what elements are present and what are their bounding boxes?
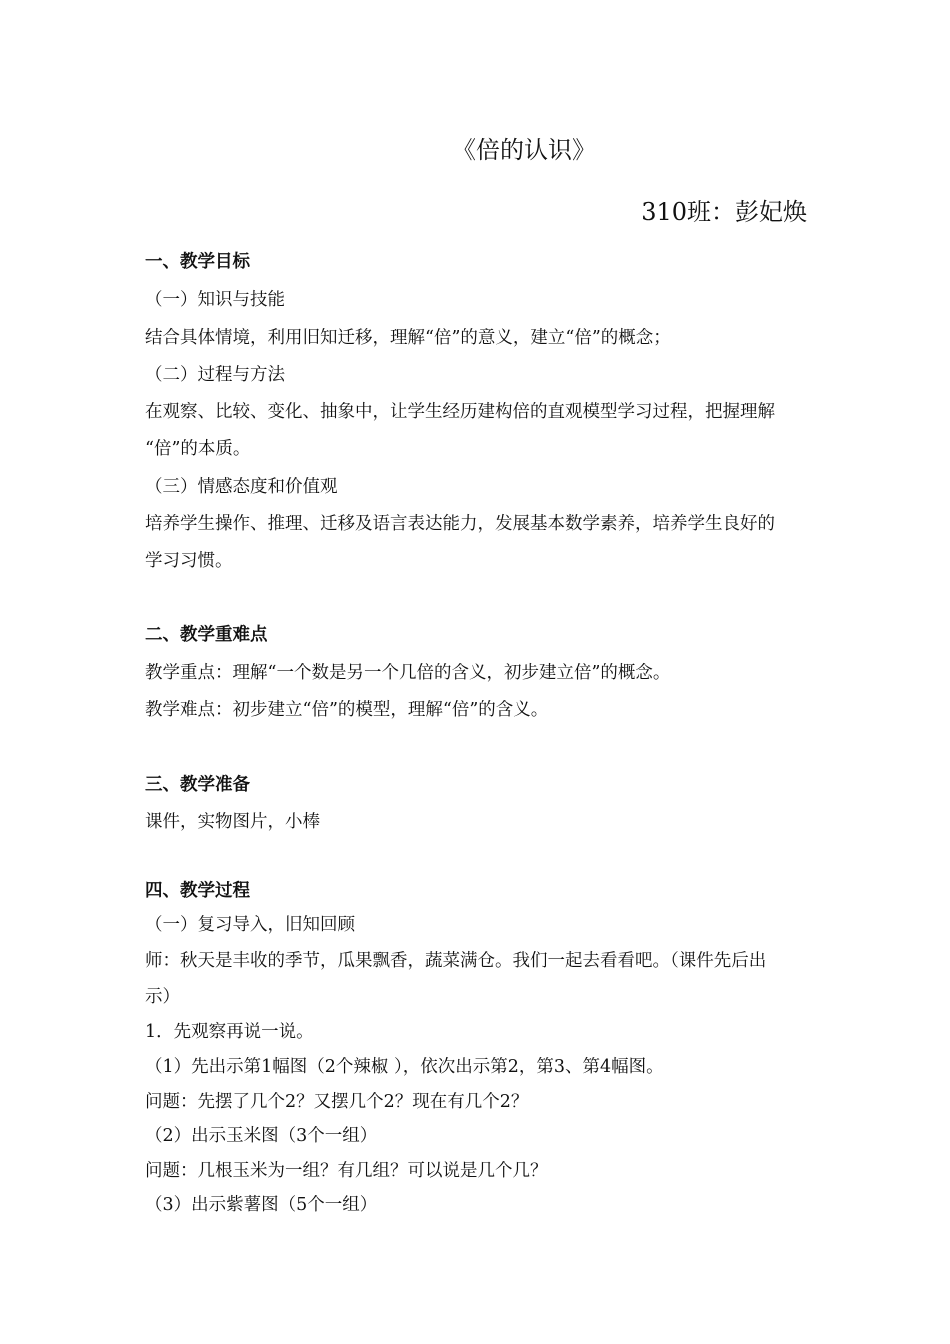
paragraph-line: 1．先观察再说一说。	[145, 1022, 314, 1042]
subsection-knowledge-skills: （一）知识与技能	[145, 290, 285, 310]
paragraph-line: 培养学生操作、推理、迁移及语言表达能力，发展基本数学素养，培养学生良好的	[145, 514, 775, 534]
paragraph-line: 问题：几根玉米为一组？有几组？可以说是几个几？	[145, 1161, 548, 1181]
paragraph-line: 结合具体情境，利用旧知迁移，理解“倍”的意义，建立“倍”的概念；	[145, 328, 671, 348]
paragraph-line: 在观察、比较、变化、抽象中，让学生经历建构倍的直观模型学习过程，把握理解	[145, 402, 775, 422]
paragraph-line: （3）出示紫薯图（5个一组）	[145, 1195, 378, 1215]
paragraph-line: 示）	[145, 987, 180, 1007]
subsection-process-method: （二）过程与方法	[145, 365, 285, 385]
paragraph-line: 教学重点：理解“一个数是另一个几倍的含义，初步建立倍”的概念。	[145, 663, 671, 683]
section-heading-key-points: 二、教学重难点	[145, 625, 268, 645]
paragraph-line: 课件，实物图片，小棒	[145, 812, 320, 832]
section-heading-teaching-goals: 一、教学目标	[145, 252, 250, 272]
paragraph-line: （2）出示玉米图（3个一组）	[145, 1126, 378, 1146]
section-heading-preparation: 三、教学准备	[145, 775, 250, 795]
paragraph-line: 学习习惯。	[145, 551, 233, 571]
author-line: 310班：彭妃焕	[641, 198, 807, 226]
paragraph-line: 问题：先摆了几个2？又摆几个2？现在有几个2？	[145, 1092, 529, 1112]
paragraph-line: 师：秋天是丰收的季节，瓜果飘香，蔬菜满仓。我们一起去看看吧。（课件先后出	[145, 951, 767, 971]
paragraph-line: 教学难点：初步建立“倍”的模型，理解“倍”的含义。	[145, 700, 549, 720]
paragraph-line: （1）先出示第1幅图（2个辣椒 ），依次出示第2，第3、第4幅图。	[145, 1057, 664, 1077]
subsection-emotion-attitude: （三）情感态度和价值观	[145, 477, 338, 497]
paragraph-line: “倍”的本质。	[145, 439, 251, 459]
document-title	[0, 134, 950, 166]
section-heading-process: 四、教学过程	[145, 881, 250, 901]
subsection-review-intro: （一）复习导入，旧知回顾	[145, 915, 355, 935]
document-title-text: 《倍的认识》	[452, 136, 596, 164]
